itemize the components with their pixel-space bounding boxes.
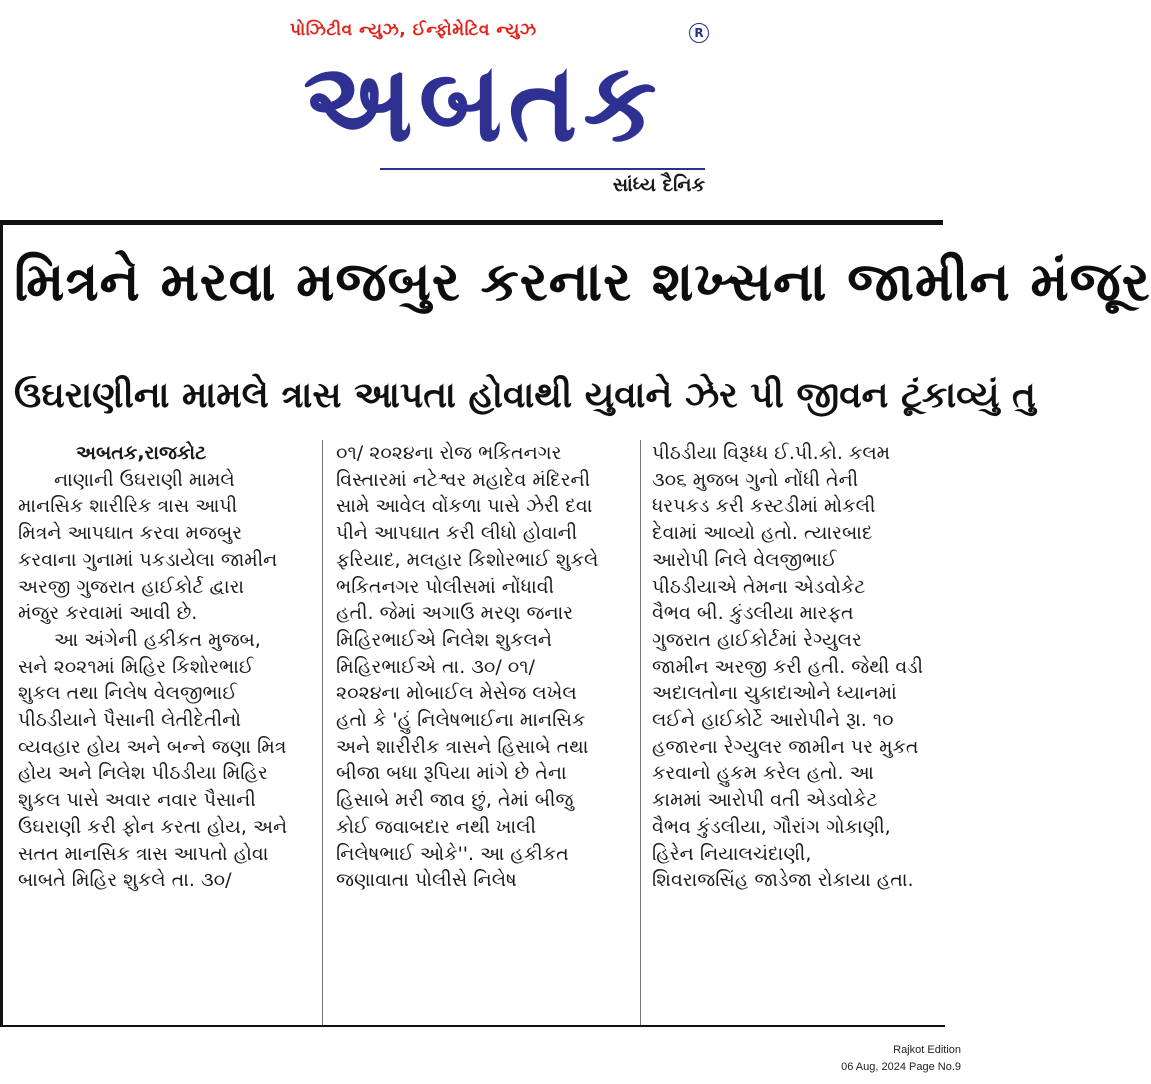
column-line: શુકલ તથા નિલેષ વેલજીભાઈ: [18, 682, 238, 705]
column-divider: [640, 440, 641, 1025]
edition-name: Rajkot Edition: [893, 1044, 961, 1056]
column-line: કરવાનો હુકમ કરેલ હતો. આ: [652, 762, 874, 785]
column-line: મંજુર કરવામાં આવી છે.: [18, 602, 198, 625]
column-line: જણાવાતા પોલીસે નિલેષ: [336, 869, 517, 892]
column-line: પીઠડીયા વિરૂધ્ધ ઈ.પી.કો. કલમ: [652, 442, 891, 464]
column-line: અને શારીરીક ત્રાસને હિસાબે તથા: [336, 735, 589, 758]
edition-info: [841, 1042, 961, 1076]
logo-underline: [380, 168, 705, 170]
column-line: વૈભવ કુંડલીયા, ગૌરાંગ ગોકાણી,: [652, 815, 891, 838]
registered-mark-icon: R: [689, 23, 709, 43]
column-line: હિરેન નિયાલચંદાણી,: [652, 842, 812, 865]
column-line: શિવરાજસિંહ જાડેજા રોકાયા હતા.: [652, 869, 914, 892]
column-line: હતો કે 'હું નિલેષભાઈના માનસિક: [336, 709, 586, 732]
column-line: ભકિતનગર પોલીસમાં નોંધાવી: [336, 575, 555, 598]
column-line: સને ૨૦૨૧માં મિહિર કિશોરભાઈ: [18, 655, 254, 678]
column-line: વ્યવહાર હોય અને બન્ને જણા મિત્ર: [18, 735, 287, 758]
article-left-border: [0, 225, 3, 1025]
column-line: ગુજરાત હાઈકોર્ટમાં રેગ્યુલર: [652, 628, 862, 651]
column-line: ફરિયાદ, મલહાર કિશોરભાઈ શુકલે: [336, 548, 599, 571]
column-line: હોય અને નિલેશ પીઠડીયા મિહિર: [18, 762, 268, 785]
column-line: મિહિરભાઈએ નિલેશ શુકલને: [336, 628, 553, 651]
column-line: અરજી ગુજરાત હાઈકોર્ટ દ્વારા: [18, 575, 245, 598]
column-line: બાબતે મિહિર શુકલે તા. ૩૦/: [18, 869, 232, 892]
column-line: પીને આપઘાત કરી લીધો હોવાની: [336, 522, 578, 545]
column-line: મિહિરભાઈએ તા. ૩૦/ ૦૧/: [336, 655, 535, 678]
column-line: પીઠડીયાને પૈસાની લેતીદેતીનો: [18, 709, 242, 732]
column-line: હજારના રેગ્યુલર જામીન પર મુકત: [652, 735, 919, 758]
article-headline: મિત્રને મરવા મજબુર કરનાર શખ્સના જામીન મંજૂર: [14, 250, 1151, 313]
column-line: ૩૦૬ મુજબ ગુનો નોંધી તેની: [652, 468, 859, 491]
column-line: નિલેષભાઈ ઓકે''. આ હકીકત: [336, 842, 569, 865]
column-line: નાણાની ઉઘરાણી મામલે: [54, 468, 235, 491]
column-line: દેવામાં આવ્યો હતો. ત્યારબાદ: [652, 522, 873, 545]
article-column-2: [336, 440, 628, 894]
column-line: ધરપકડ કરી કસ્ટડીમાં મોકલી: [652, 495, 876, 518]
newspaper-logo: અબતક: [303, 37, 663, 167]
column-line: કરવાના ગુનામાં પકડાયેલા જામીન: [18, 548, 278, 571]
column-line: આરોપી નિલે વેલજીભાઈ: [652, 548, 837, 571]
column-line: કોઈ જવાબદાર નથી ખાલી: [336, 815, 537, 838]
column-line: વૈભવ બી. કુંડલીયા મારફત: [652, 602, 854, 625]
article-top-border: [0, 220, 943, 225]
column-line: પીઠડીયાએ તેમના એડવોકેટ: [652, 575, 866, 598]
column-line: શુકલ પાસે અવાર નવાર પૈસાની: [18, 789, 256, 812]
column-line: મિત્રને આપઘાત કરવા મજબુર: [18, 522, 243, 545]
column-line: અદાલતોના ચુકાદાઓને ધ્યાનમાં: [652, 682, 897, 705]
column-line: લઈને હાઈકોર્ટે આરોપીને રૂા. ૧૦: [652, 709, 894, 732]
article-dateline: અબતક,રાજકોટ: [76, 442, 207, 464]
column-line: હિસાબે મરી જાવ છું, તેમાં બીજુ: [336, 789, 574, 812]
column-line: કામમાં આરોપી વતી એડવોકેટ: [652, 789, 878, 812]
column-line: સતત માનસિક ત્રાસ આપતો હોવા: [18, 842, 269, 865]
column-line: ઉઘરાણી કરી ફોન કરતા હોય, અને: [18, 815, 288, 838]
column-line: હતી. જેમાં અગાઉ મરણ જનાર: [336, 602, 574, 625]
article-bottom-border: [0, 1025, 945, 1027]
column-line: જામીન અરજી કરી હતી. જેથી વડી: [652, 655, 924, 678]
edition-date-page: 06 Aug, 2024 Page No.9: [841, 1061, 961, 1073]
masthead-subtitle: સાંધ્ય દૈનિક: [612, 174, 705, 196]
column-line: ૨૦૨૪ના મોબાઈલ મેસેજ લખેલ: [336, 682, 577, 705]
column-line: બીજા બધા રૂપિયા માંગે છે તેના: [336, 762, 567, 785]
article-deck: ઉઘરાણીના મામલે ત્રાસ આપતા હોવાથી યુવાને ઝેર પી જીવન ટૂંકાવ્યું તુ: [14, 375, 1036, 416]
column-line: માનસિક શારીરિક ત્રાસ આપી: [18, 495, 238, 518]
column-divider: [322, 440, 323, 1025]
article-column-3: [652, 440, 944, 894]
column-line: સામે આવેલ વોંકળા પાસે ઝેરી દવા: [336, 495, 593, 518]
column-line: ૦૧/ ૨૦૨૪ના રોજ ભકિતનગર: [336, 442, 562, 464]
article-column-1: [18, 440, 310, 894]
column-line: વિસ્તારમાં નટેશ્વર મહાદેવ મંદિરની: [336, 468, 591, 491]
masthead: [0, 0, 969, 210]
column-line: આ અંગેની હકીકત મુજબ,: [54, 628, 261, 651]
masthead-tagline: પોઝિટીવ ન્યુઝ, ઈન્ફોમેટિવ ન્યુઝ: [290, 20, 537, 40]
